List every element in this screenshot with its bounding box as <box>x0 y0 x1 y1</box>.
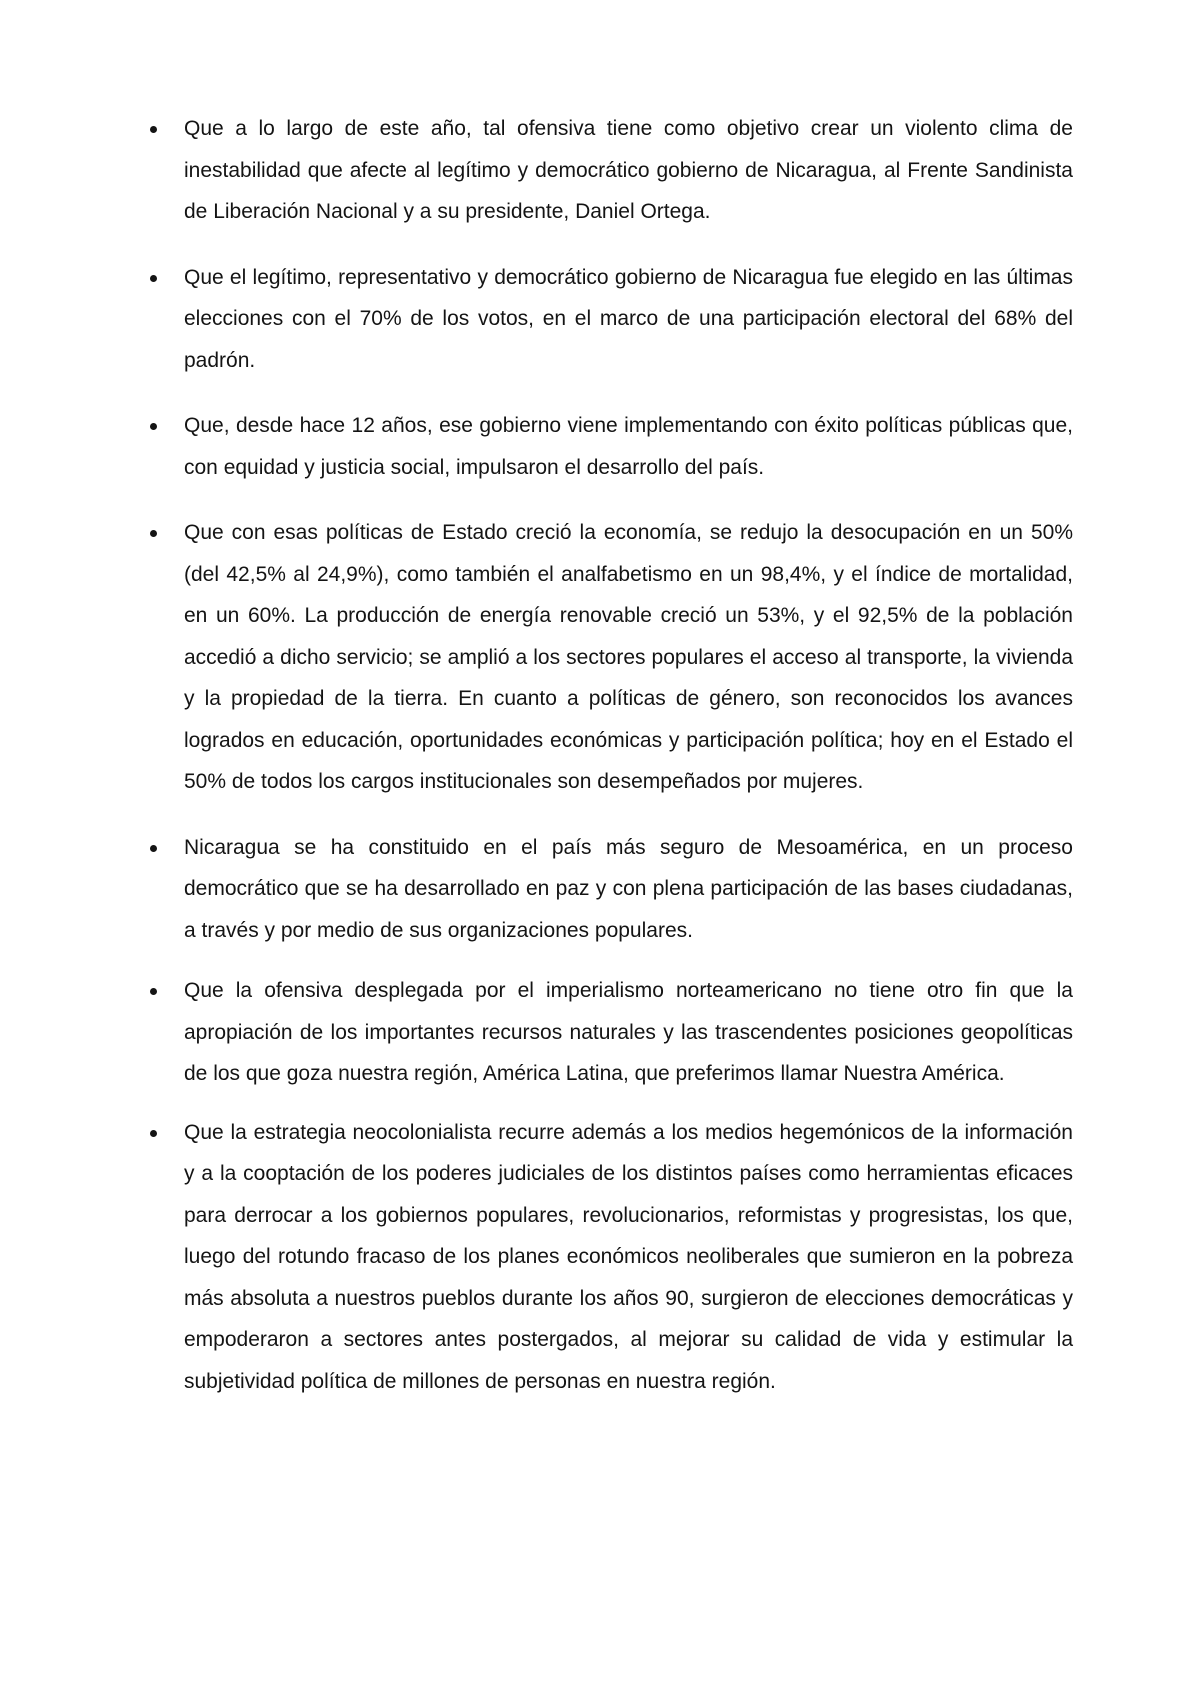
list-item <box>150 1112 1073 1403</box>
bullet-icon <box>150 126 157 133</box>
paragraph-text: Que a lo largo de este año, tal ofensiva tiene como objetivo crear un violento clima de inestabilidad que afecte al legítimo y democrático gobierno de Nicaragua, al Frente Sandinista de Liberación Nacional y a su presidente, Daniel Ortega. <box>184 117 1073 223</box>
bullet-icon <box>150 423 157 430</box>
bullet-list <box>150 108 1073 1402</box>
list-item <box>150 827 1073 952</box>
paragraph-text: Que la estrategia neocolonialista recurre además a los medios hegemónicos de la información y a la cooptación de los poderes judiciales de los distintos países como herramientas eficaces para derrocar a los gobiernos populares, revolucionarios, reformistas y progresistas, los que, luego del rotundo fracaso de los planes económicos neoliberales que sumieron en la pobreza más absoluta a nuestros pueblos durante los años 90, surgieron de elecciones democráticas y empoderaron a sectores antes postergados, al mejorar su calidad de vida y estimular la subjetividad política de millones de personas en nuestra región. <box>184 1120 1073 1393</box>
list-item <box>150 108 1073 233</box>
bullet-icon <box>150 988 157 995</box>
list-item <box>150 257 1073 382</box>
paragraph-text: Nicaragua se ha constituido en el país más seguro de Mesoamérica, en un proceso democrático que se ha desarrollado en paz y con plena participación de las bases ciudadanas, a través y por medio de sus organizaciones populares. <box>184 835 1073 942</box>
bullet-icon <box>150 530 157 537</box>
bullet-icon <box>150 1130 157 1137</box>
list-item <box>150 970 1073 1095</box>
paragraph-text: Que, desde hace 12 años, ese gobierno viene implementando con éxito políticas públicas que, con equidad y justicia social, impulsaron el desarrollo del país. <box>184 414 1073 479</box>
list-item <box>150 405 1073 488</box>
paragraph-text: Que la ofensiva desplegada por el imperialismo norteamericano no tiene otro fin que la apropiación de los importantes recursos naturales y las trascendentes posiciones geopolíticas de los que goza nuestra región, América Latina, que preferimos llamar Nuestra América. <box>184 979 1073 1085</box>
paragraph-text: Que el legítimo, representativo y democrático gobierno de Nicaragua fue elegido en las últimas elecciones con el 70% de los votos, en el marco de una participación electoral del 68% del padrón. <box>184 265 1073 372</box>
paragraph-text: Que con esas políticas de Estado creció la economía, se redujo la desocupación en un 50% (del 42,5% al 24,9%), como también el analfabetismo en un 98,4%, y el índice de mortalidad, en un 60%. La producción de energía renovable creció un 53%, y el 92,5% de la población accedió a dicho servicio; se amplió a los sectores populares el acceso al transporte, la vivienda y la propiedad de la tierra. En cuanto a políticas de género, son reconocidos los avances logrados en educación, oportunidades económicas y participación política; hoy en el Estado el 50% de todos los cargos institucionales son desempeñados por mujeres. <box>184 521 1073 793</box>
list-item <box>150 512 1073 803</box>
bullet-icon <box>150 275 157 282</box>
bullet-icon <box>150 845 157 852</box>
